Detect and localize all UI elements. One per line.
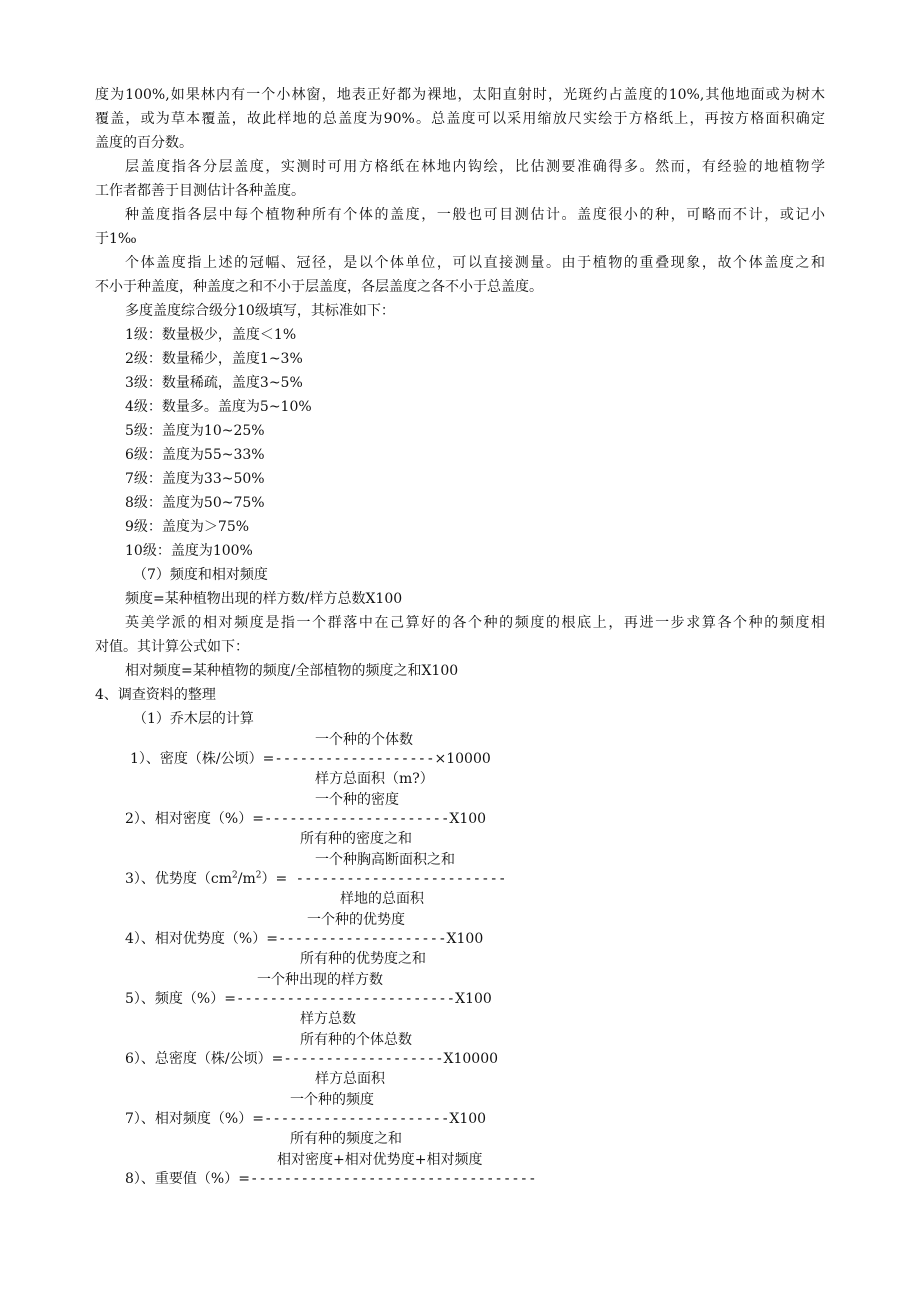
formula-numerator: 一个种的个体数 — [315, 732, 413, 748]
paragraph-line: 多度盖度综合级分10级填写，其标准如下： — [125, 303, 395, 319]
formula-line: 频度=某种植物出现的样方数/样方总数X100 — [125, 591, 403, 607]
formula-numerator: 一个种的密度 — [315, 792, 399, 808]
grade-item: 4级：数量多。盖度为5~10% — [125, 399, 312, 415]
formula-multiplier: X100 — [449, 811, 487, 827]
formula-row — [125, 1110, 486, 1128]
formula-label: 1）、密度（株/公顷）= — [130, 751, 275, 767]
paragraph-line: 不小于种盖度，种盖度之和不小于层盖度，各层盖度之各不小于总盖度。 — [95, 279, 543, 295]
formula-denominator: 所有种的优势度之和 — [300, 951, 426, 967]
superscript: 2 — [255, 870, 262, 881]
formula-label: 3）、优势度（cm — [125, 871, 233, 887]
formula-row — [125, 990, 492, 1008]
formula-multiplier: X100 — [455, 991, 492, 1007]
formula-denominator: 样方总面积 — [315, 1071, 385, 1087]
formula-row — [125, 1050, 498, 1068]
paragraph-line: 度为100%,如果林内有一个小林窗，地表正好都为裸地，太阳直射时，光斑约占盖度的10%,其他地面或为树木 — [95, 87, 825, 103]
formula-multiplier: X100 — [449, 1111, 487, 1127]
formula-row — [125, 870, 506, 888]
formula-numerator: 一个种的频度 — [290, 1092, 374, 1108]
paragraph-line: 对值。其计算公式如下： — [95, 639, 249, 655]
formula-label: 7）、相对频度（%）= — [125, 1111, 264, 1127]
grade-item: 10级：盖度为100% — [125, 543, 253, 559]
formula-denominator: 样方总数 — [300, 1011, 356, 1027]
formula-numerator: 一个种出现的样方数 — [257, 972, 383, 988]
formula-denominator: 所有种的频度之和 — [290, 1131, 402, 1147]
formula-denominator: 样方总面积（m?） — [315, 771, 434, 787]
grade-item: 1级：数量极少，盖度＜1% — [125, 327, 297, 343]
grade-item: 6级：盖度为55~33% — [125, 447, 265, 463]
fraction-bar: ------------------- — [274, 751, 435, 767]
formula-multiplier: X10000 — [443, 1051, 499, 1067]
grade-item: 8级：盖度为50~75% — [125, 495, 265, 511]
subsection-heading: （1）乔木层的计算 — [133, 711, 254, 727]
fraction-bar: ---------------------- — [263, 1111, 450, 1127]
formula-numerator: 所有种的个体总数 — [300, 1032, 412, 1048]
formula-numerator: 一个种胸高断面积之和 — [315, 852, 455, 868]
formula-row — [125, 930, 483, 948]
formula-label: 4）、相对优势度（%）= — [125, 931, 278, 947]
grade-item: 7级：盖度为33~50% — [125, 471, 265, 487]
formula-denominator: 样地的总面积 — [340, 891, 424, 907]
formula-row — [125, 810, 486, 828]
fraction-bar: ---------------------------------- — [249, 1171, 537, 1187]
paragraph-line: 层盖度指各分层盖度，实测时可用方格纸在林地内钩绘，比估测要准确得多。然而，有经验的地植物学 — [125, 159, 825, 175]
formula-numerator: 一个种的优势度 — [307, 912, 405, 928]
formula-multiplier: ×10000 — [434, 751, 491, 767]
formula-line: 相对频度=某种植物的频度/全部植物的频度之和X100 — [125, 663, 459, 679]
grade-item: 9级：盖度为＞75% — [125, 519, 250, 535]
fraction-bar: -------------------- — [277, 931, 447, 947]
section-heading: （7）频度和相对频度 — [133, 567, 268, 583]
superscript: 2 — [232, 870, 238, 881]
formula-label: 5）、频度（%）= — [125, 991, 236, 1007]
fraction-bar: -------------------------- — [235, 991, 456, 1007]
fraction-bar: ------------------------- — [287, 871, 507, 887]
formula-label: /m — [237, 871, 256, 887]
paragraph-line: 个体盖度指上述的冠幅、冠径，是以个体单位，可以直接测量。由于植物的重叠现象，故个体盖度之和 — [125, 255, 825, 271]
formula-multiplier: X100 — [446, 931, 484, 947]
fraction-bar: ---------------------- — [263, 811, 450, 827]
grade-item: 5级：盖度为10~25% — [125, 423, 265, 439]
paragraph-line: 于1‰ — [95, 231, 137, 247]
formula-numerator: 相对密度+相对优势度+相对频度 — [277, 1152, 483, 1168]
paragraph-line: 工作者都善于目测估计各种盖度。 — [95, 183, 305, 199]
paragraph-line: 覆盖，或为草本覆盖，故此样地的总盖度为90%。总盖度可以采用缩放尺实绘于方格纸上，再按方格面积确定 — [95, 111, 825, 127]
fraction-bar: ------------------- — [283, 1051, 444, 1067]
section-heading: 4、调查资料的整理 — [95, 687, 216, 703]
grade-item: 3级：数量稀疏，盖度3~5% — [125, 375, 303, 391]
formula-row — [130, 750, 491, 768]
paragraph-line: 盖度的百分数。 — [95, 135, 193, 151]
formula-label: 6）、总密度（株/公顷）= — [125, 1051, 284, 1067]
formula-row — [125, 1170, 537, 1188]
formula-label: 8）、重要值（%）= — [125, 1171, 250, 1187]
paragraph-line: 英美学派的相对频度是指一个群落中在己算好的各个种的频度的根底上，再进一步求算各个种的频度相 — [125, 615, 825, 631]
grade-item: 2级：数量稀少，盖度1~3% — [125, 351, 303, 367]
formula-denominator: 所有种的密度之和 — [300, 831, 412, 847]
formula-label: 2）、相对密度（%）= — [125, 811, 264, 827]
formula-label: ）= — [261, 871, 288, 887]
paragraph-line: 种盖度指各层中每个植物种所有个体的盖度，一般也可目测估计。盖度很小的种，可略而不计，或记小 — [125, 207, 825, 223]
